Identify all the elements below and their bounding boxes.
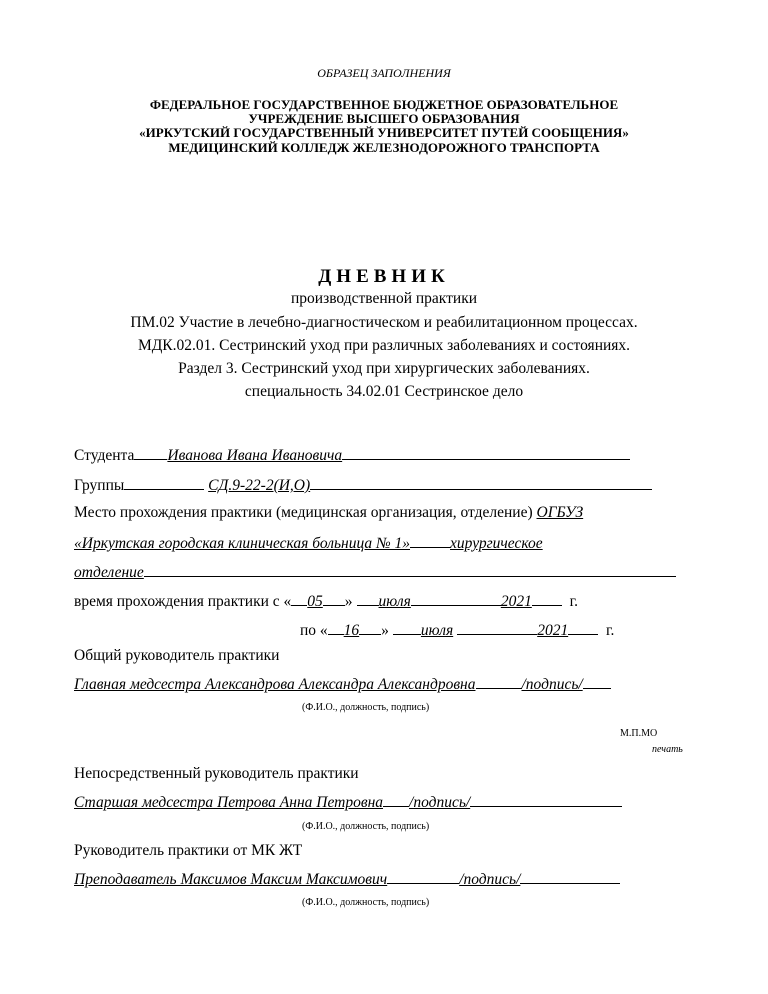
group-value: СД.9-22-2(И,О) [208, 477, 311, 494]
date-to-day: 16 [343, 622, 360, 639]
institution-line-4: МЕДИЦИНСКИЙ КОЛЛЕДЖ ЖЕЛЕЗНОДОРОЖНОГО ТРАНСПОРТА [168, 140, 600, 155]
college-supervisor-row [74, 869, 620, 889]
college-supervisor-signature: /подпись/ [459, 871, 521, 888]
student-row [74, 445, 630, 465]
student-name: Иванова Ивана Ивановича [167, 447, 343, 464]
document-title: ДНЕВНИК [318, 266, 450, 287]
institution-line-3: «ИРКУТСКИЙ ГОСУДАРСТВЕННЫЙ УНИВЕРСИТЕТ ПУТЕЙ СООБЩЕНИЯ» [139, 125, 629, 140]
date-from-label: время прохождения практики с « [74, 593, 292, 610]
date-from-row: время прохождения практики с « 05 » июля 2021 г. [74, 593, 579, 610]
place-value-4: отделение [74, 564, 144, 581]
place-value-3: хирургическое [450, 535, 543, 552]
subtitle-line-3: МДК.02.01. Сестринский уход при различных заболеваниях и состояниях. [137, 337, 631, 354]
place-label: Место прохождения практики (медицинская организация, отделение) [74, 504, 533, 521]
place-row-1 [74, 504, 583, 522]
place-row-3 [74, 562, 676, 582]
date-from-month: июля [378, 593, 411, 610]
general-supervisor-signature: /подпись/ [521, 676, 583, 693]
college-supervisor-label: Руководитель практики от МК ЖТ [74, 842, 303, 859]
subtitle-line-4: Раздел 3. Сестринский уход при хирургических заболеваниях. [178, 360, 590, 377]
place-value-2: «Иркутская городская клиническая больница № 1» [74, 535, 411, 552]
direct-supervisor-row [74, 792, 622, 812]
student-label: Студента [74, 447, 135, 464]
college-supervisor-name: Преподаватель Максимов Максим Максимович [74, 871, 388, 888]
direct-supervisor-name: Старшая медсестра Петрова Анна Петровна [74, 794, 384, 811]
date-to-month: июля [420, 622, 454, 639]
date-to-year: 2021 [537, 622, 569, 639]
general-supervisor-row [74, 674, 611, 694]
group-label: Группы [74, 477, 125, 494]
sample-label: ОБРАЗЕЦ ЗАПОЛНЕНИЯ [317, 66, 451, 80]
date-to-row: по « 16 » июля 2021 г. [300, 622, 615, 639]
date-from-year: 2021 [500, 593, 532, 610]
subtitle-line-1: производственной практики [290, 290, 478, 307]
general-supervisor-name: Главная медсестра Александрова Александра Александровна [74, 676, 476, 693]
date-from-day: 05 [307, 593, 323, 610]
place-row-2 [74, 533, 543, 553]
group-row [74, 475, 652, 495]
general-supervisor-label: Общий руководитель практики [74, 647, 280, 664]
institution-line-1: ФЕДЕРАЛЬНОЕ ГОСУДАРСТВЕННОЕ БЮДЖЕТНОЕ ОБРАЗОВАТЕЛЬНОЕ [149, 97, 619, 112]
direct-supervisor-label: Непосредственный руководитель практики [74, 765, 359, 782]
stamp-label: М.П.МО [620, 728, 658, 739]
subtitle-line-5: специальность 34.02.01 Сестринское дело [244, 383, 524, 400]
caption-2: (Ф.И.О., должность, подпись) [302, 821, 430, 832]
place-value-1: ОГБУЗ [536, 504, 584, 521]
caption-1: (Ф.И.О., должность, подпись) [302, 702, 430, 713]
subtitle-line-2: ПМ.02 Участие в лечебно-диагностическом и реабилитационном процессах. [130, 314, 638, 331]
date-to-label: по « [300, 622, 328, 639]
direct-supervisor-signature: /подпись/ [409, 794, 471, 811]
stamp-note: печать [652, 744, 683, 755]
caption-3: (Ф.И.О., должность, подпись) [302, 897, 430, 908]
institution-line-2: УЧРЕЖДЕНИЕ ВЫСШЕГО ОБРАЗОВАНИЯ [248, 111, 520, 126]
